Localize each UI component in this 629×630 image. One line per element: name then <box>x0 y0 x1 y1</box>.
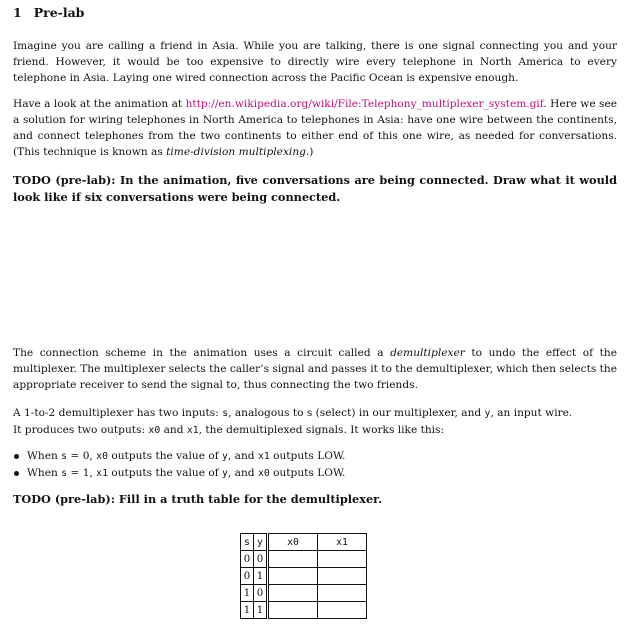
cell-x0[interactable] <box>268 551 318 568</box>
bullet-text: outputs the value of <box>107 450 222 462</box>
cell-x1[interactable] <box>318 585 367 602</box>
behavior-list <box>13 448 345 482</box>
cell-x0[interactable] <box>268 602 318 619</box>
demux-paragraph <box>13 345 617 393</box>
truth-table-header-row <box>241 534 367 551</box>
cell-x0[interactable] <box>268 568 318 585</box>
bullet-other-output: x0 <box>257 468 270 479</box>
bullet-text: = 0, <box>67 450 97 462</box>
header-x0: x0 <box>268 534 318 551</box>
bullet-icon <box>14 471 19 476</box>
bullet-input: y <box>222 451 228 462</box>
bullet-text: outputs the value of <box>107 467 222 479</box>
input-y: y <box>484 408 491 419</box>
header-y: y <box>254 534 268 551</box>
io-text-2: , analogous to s (select) in our multiplexer, and <box>228 407 485 419</box>
cell-y: 0 <box>254 551 268 568</box>
bullet-icon <box>14 454 19 459</box>
demux-text-before: The connection scheme in the animation uses a circuit called a <box>13 347 391 359</box>
demux-io-paragraph <box>13 405 617 439</box>
bullet-input: y <box>222 468 228 479</box>
animation-text-before: Have a look at the animation at <box>13 98 186 110</box>
cell-x1[interactable] <box>318 568 367 585</box>
animation-text-after: .) <box>305 146 314 158</box>
animation-text-middle: . Here we see a solution for wiring telephones in North America to telephones in Asia: have one wire between the continents, and connect telephones from the two continents to either end of this one wire, as needed for conversations. (This technique is known as <box>13 98 618 158</box>
bullet-text: , and <box>227 450 258 462</box>
bullet-other-output: x1 <box>257 451 270 462</box>
bullet-text: When <box>27 450 62 462</box>
todo-draw-six-conversations: TODO (pre-lab): In the animation, five conversations are being connected. Draw what it would look like if six conversations were being connected. <box>13 173 617 204</box>
table-row <box>241 602 367 619</box>
bullet-text: outputs LOW. <box>269 450 346 462</box>
cell-x0[interactable] <box>268 585 318 602</box>
bullet-text: , and <box>227 467 258 479</box>
bullet-output: x0 <box>96 451 108 462</box>
animation-link[interactable]: http://en.wikipedia.org/wiki/File:Telephony_multiplexer_system.gif <box>185 98 544 110</box>
list-item <box>13 465 345 482</box>
section-number: 1 <box>13 5 22 20</box>
todo-truth-table: TODO (pre-lab): Fill in a truth table for the demultiplexer. <box>13 492 382 506</box>
demux-text-after: to undo the effect of the multiplexer. The multiplexer selects the caller’s signal and passes it to the demultiplexer, which then selects the appropriate receiver to send the signal to, thus connecting the two friends. <box>13 347 617 391</box>
list-item <box>13 448 345 465</box>
header-x1: x1 <box>318 534 367 551</box>
bullet-text: When <box>27 467 62 479</box>
section-heading <box>13 5 84 20</box>
output-x1: x1 <box>186 425 199 436</box>
cell-s: 0 <box>241 551 254 568</box>
table-row <box>241 551 367 568</box>
demux-term: demultiplexer <box>390 347 465 359</box>
cell-x1[interactable] <box>318 602 367 619</box>
bullet-select: s <box>61 451 68 462</box>
cell-y: 1 <box>254 602 268 619</box>
input-s: s <box>222 408 229 419</box>
bullet-output: x1 <box>96 468 108 479</box>
io-text-4: It produces two outputs: <box>13 424 149 436</box>
cell-y: 1 <box>254 568 268 585</box>
cell-y: 0 <box>254 585 268 602</box>
intro-paragraph: Imagine you are calling a friend in Asia. While you are talking, there is one signal connecting you and your friend. However, it would be too expensive to directly wire every telephone in North America to every telephone in Asia. Laying one wired connection across the Pacific Ocean is expensive enough. <box>13 40 617 84</box>
cell-s: 1 <box>241 602 254 619</box>
bullet-text: outputs LOW. <box>269 467 346 479</box>
cell-s: 1 <box>241 585 254 602</box>
bullet-text: = 1, <box>67 467 97 479</box>
section-title: Pre-lab <box>33 5 85 20</box>
table-row <box>241 568 367 585</box>
cell-x1[interactable] <box>318 551 367 568</box>
io-text-6: , the demultiplexed signals. It works like this: <box>198 424 445 436</box>
cell-s: 0 <box>241 568 254 585</box>
table-row <box>241 585 367 602</box>
bullet-select: s <box>61 468 68 479</box>
io-text-3: , an input wire. <box>490 407 573 419</box>
io-text-1: A 1-to-2 demultiplexer has two inputs: <box>13 407 223 419</box>
truth-table <box>240 533 367 619</box>
output-x0: x0 <box>148 425 161 436</box>
animation-paragraph <box>13 96 617 160</box>
io-text-5: and <box>160 424 187 436</box>
header-s: s <box>241 534 254 551</box>
tdm-term: time-division multiplexing <box>166 146 306 158</box>
